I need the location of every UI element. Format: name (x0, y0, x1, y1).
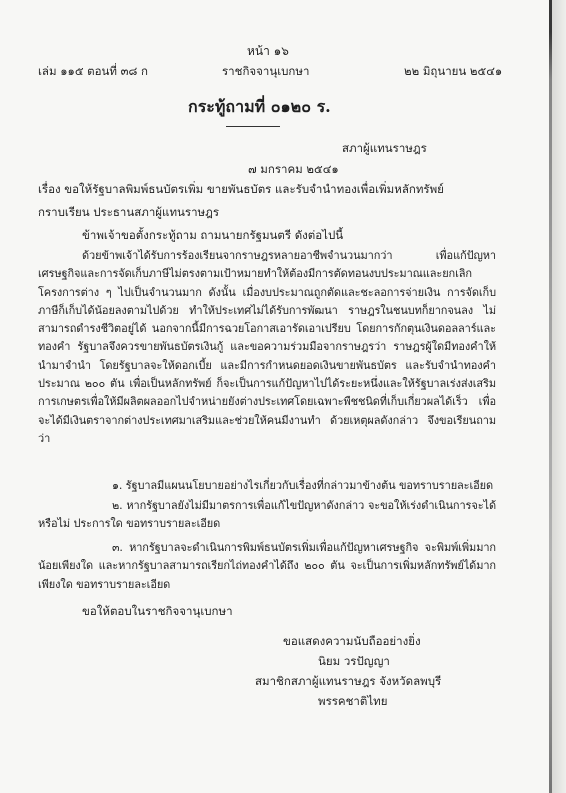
question-3: ๓. หากรัฐบาลจะดำเนินการพิมพ์ธนบัตรเพิ่มเพื่อแก้ปัญหาเศรษฐกิจ จะพิมพ์เพิ่มมากน้อยเพียงใด และหากรัฐบาลสามารถเรียกไถ่ทองคำได้ถึง ๒๐๐ ตัน จะเป็นการเพิ่มหลักทรัพย์ได้มากเพียงใด ขอทราบรายละเอียด (38, 541, 496, 591)
question-2: ๒. หากรัฐบาลยังไม่มีมาตรการเพื่อแก้ไขปัญหาดังกล่าว จะขอให้เร่งดำเนินการจะได้หรือไม่ ประการใด ขอทราบรายละเอียด (38, 499, 496, 531)
page-edge-shadow (552, 0, 566, 793)
book-spine-line (549, 0, 552, 793)
question-1: ๑. รัฐบาลมีแผนนโยบายอย่างไรเกี่ยวกับเรื่องที่กล่าวมาข้างต้น ขอทราบรายละเอียด (112, 479, 494, 492)
signature-position: สมาชิกสภาผู้แทนราษฎร จังหวัดลพบุรี (255, 674, 442, 688)
subject-line: เรื่อง ขอให้รัฐบาลพิมพ์ธนบัตรเพิ่ม ขายพันธบัตร และรับจำนำทองเพื่อเพิ่มหลักทรัพย์ (38, 182, 444, 196)
addressee-line: กราบเรียน ประธานสภาผู้แทนราษฎร (38, 205, 220, 219)
intro-line: ข้าพเจ้าขอตั้งกระทู้ถาม ถามนายกรัฐมนตรี ดังต่อไปนี้ (82, 228, 344, 242)
publish-date: ๒๒ มิถุนายน ๒๕๔๑ (404, 64, 503, 78)
closing-line: ขอให้ตอบในราชกิจจานุเบกษา (82, 604, 233, 618)
signature-salutation: ขอแสดงความนับถืออย่างยิ่ง (283, 634, 421, 648)
volume-issue: เล่ม ๑๑๕ ตอนที่ ๓๘ ก (38, 64, 148, 78)
document-title: กระทู้ถามที่ ๐๑๒๐ ร. (188, 97, 331, 116)
page-number: หน้า ๑๖ (247, 44, 289, 58)
title-underline (226, 126, 280, 127)
body-paragraph: ด้วยข้าพเจ้าได้รับการร้องเรียนจากราษฎรหลายอาชีพจำนวนมากว่า เพื่อแก้ปัญหาเศรษฐกิจและการจัดเก็บภาษีไม่ตรงตามเป้าหมายทำให้ต้องมีการตัดทอนงบประมาณและยกเลิกโครงการต่าง ๆ ไปเป็นจำนวนมาก ดังนั้น เมื่องบประมาณถูกตัดและชะลอการจ่ายเงิน การจัดเก็บภาษีก็เก็บได้น้อยลงตามไปด้วย ทำให้ประเทศไม่ได้รับการพัฒนา ราษฎรในชนบทก็ยากจนลง ไม่สามารถดำรงชีวิตอยู่ได้ นอกจากนี้มีการฉวยโอกาสเอารัดเอาเปรียบ โดยการกักตุนเงินดอลลาร์และทองคำ รัฐบาลจึงควรขายพันธบัตรเงินกู้ และขอความร่วมมือจากราษฎรว่า ราษฎรผู้ใดมีทองคำให้นำมาจำนำ โดยรัฐบาลจะให้ดอกเบี้ย และมีการกำหนดยอดเงินขายพันธบัตร และรับจำนำทองคำประมาณ ๒๐๐ ตัน เพื่อเป็นหลักทรัพย์ ก็จะเป็นการแก้ปัญหาไปได้ระยะหนึ่งและให้รัฐบาลเร่งส่งเสริมการเกษตรเพื่อให้มีผลิตผลออกไปจำหน่ายยังต่างประเทศโดยเฉพาะพืชชนิดที่เก็บเกี่ยวผลได้เร็ว เพื่อจะได้มีเงินตราจากต่างประเทศมาเสริมและช่วยให้คนมีงานทำ ด้วยเหตุผลดังกล่าว จึงขอเรียนถามว่า (38, 249, 496, 445)
document-date: ๗ มกราคม ๒๕๔๑ (248, 162, 339, 176)
signature-name: นิยม วรปัญญา (318, 654, 390, 668)
signature-party: พรรคชาติไทย (318, 694, 388, 708)
organization: สภาผู้แทนราษฎร (342, 141, 427, 155)
publication-name: ราชกิจจานุเบกษา (222, 64, 310, 78)
